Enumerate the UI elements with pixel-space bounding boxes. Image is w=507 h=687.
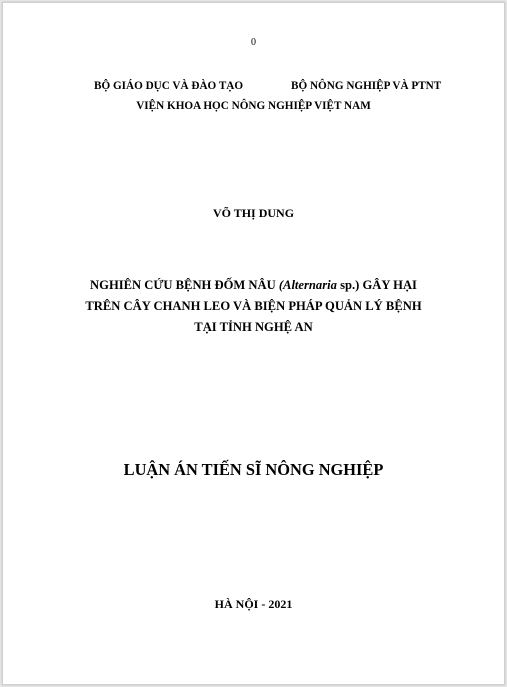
title-line-1 — [3, 275, 504, 296]
thesis-type: LUẬN ÁN TIẾN SĨ NÔNG NGHIỆP — [123, 460, 384, 479]
author-name: VÕ THỊ DUNG — [212, 206, 295, 220]
institute-name: VIỆN KHOA HỌC NÔNG NGHIỆP VIỆT NAM — [136, 100, 371, 112]
title-line-1-end: sp.) GÂY HẠI — [336, 278, 417, 292]
page-number: 0 — [251, 37, 256, 48]
ministry-right: BỘ NÔNG NGHIỆP VÀ PTNT — [291, 80, 442, 92]
ministry-left: BỘ GIÁO DỤC VÀ ĐÀO TẠO — [94, 80, 244, 92]
title-scientific-name: (Alternaria — [278, 278, 337, 292]
place-date: HÀ NỘI - 2021 — [214, 597, 293, 611]
title-line-2: TRÊN CÂY CHANH LEO VÀ BIỆN PHÁP QUẢN LÝ BỆNH — [85, 299, 422, 313]
title-line-1-start: NGHIÊN CỨU BỆNH ĐỐM NÂU — [90, 278, 279, 292]
title-line-3: TẠI TỈNH NGHỆ AN — [194, 320, 313, 334]
thesis-title — [3, 275, 504, 338]
document-page — [2, 2, 505, 685]
